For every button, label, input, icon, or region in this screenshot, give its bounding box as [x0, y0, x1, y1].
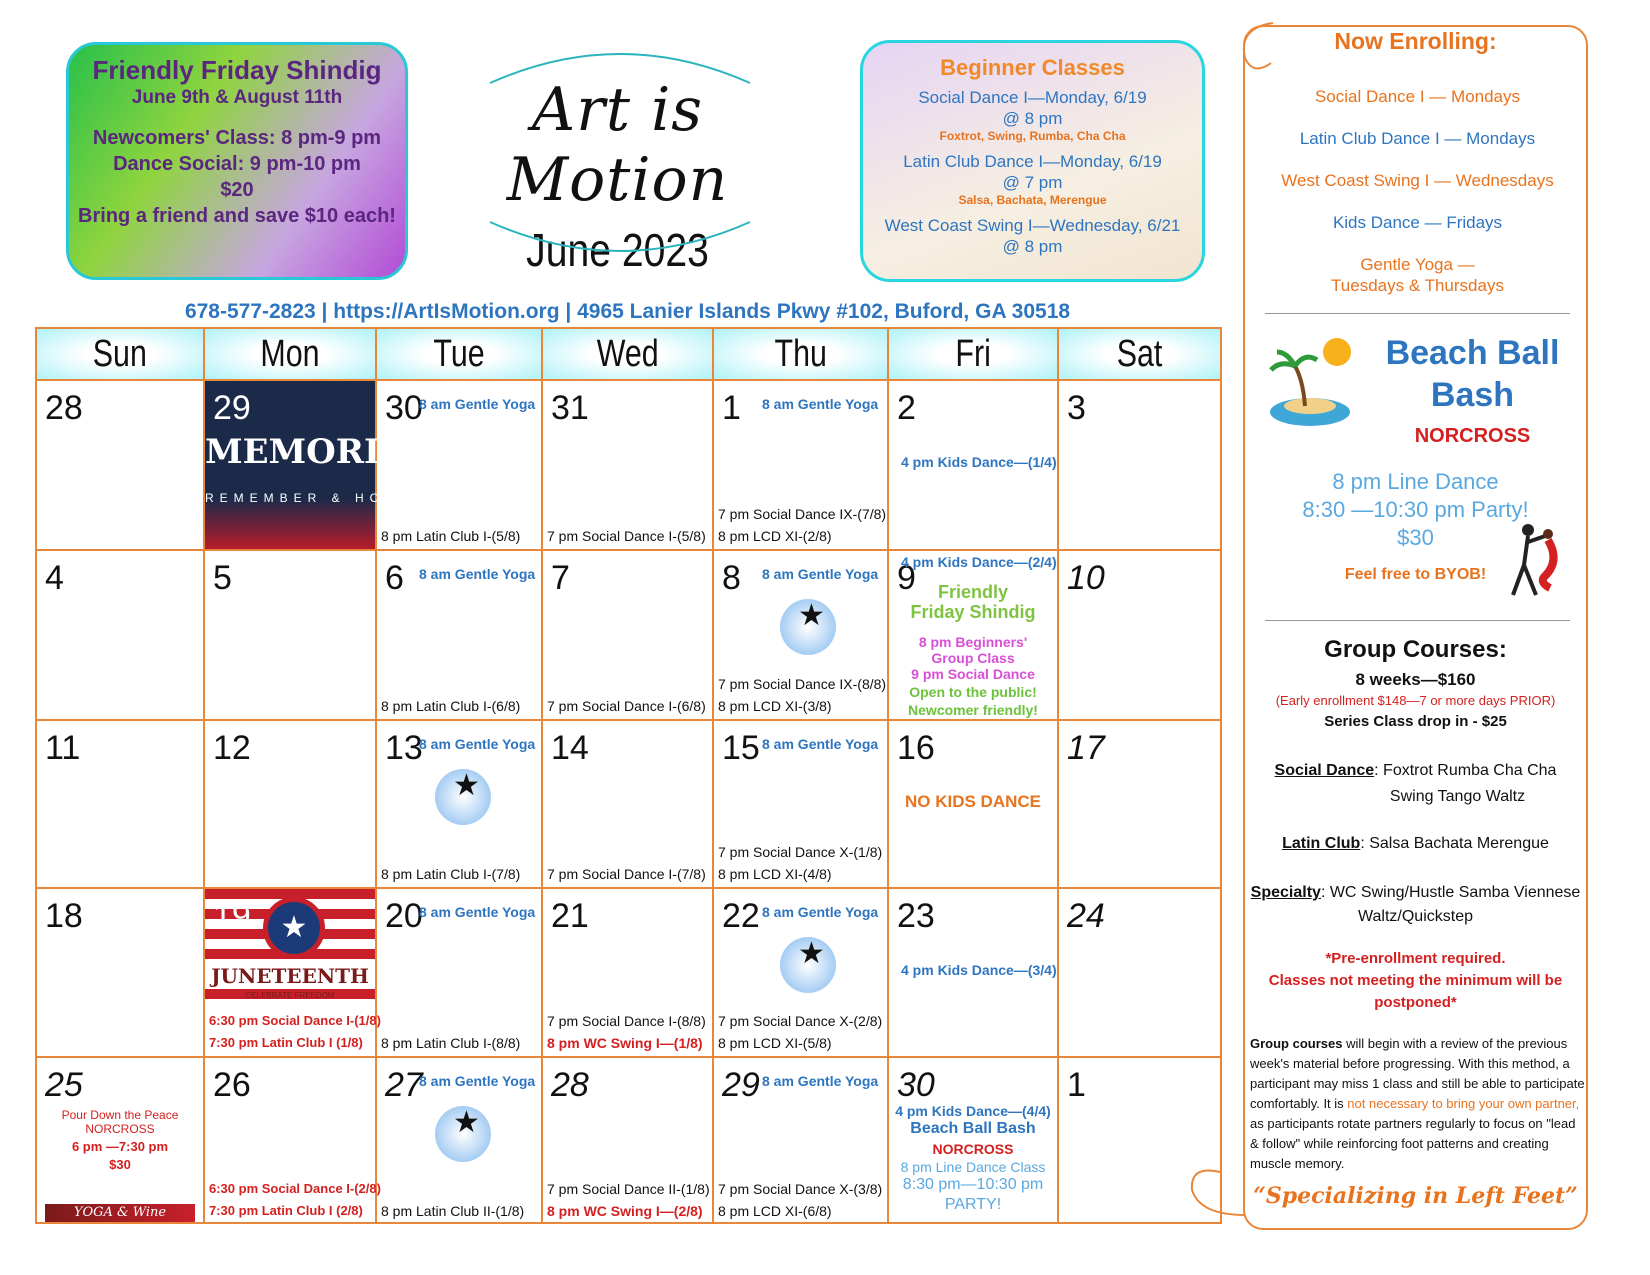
weekday-label: Tue: [433, 333, 485, 375]
beginner-class-3: West Coast Swing I—Wednesday, 6/21: [884, 216, 1181, 235]
description-part-b: as participants rotate partners regularly to focus on "lead & follow" while reinforcing foot patterns and creating muscle memory.: [1250, 1116, 1576, 1171]
day-number: 6: [385, 559, 404, 597]
day-cell[interactable]: [377, 549, 543, 719]
beginner-class-2: Latin Club Dance I—Monday, 6/19: [903, 152, 1162, 171]
enrolling-item: West Coast Swing I — Wednesdays: [1281, 171, 1554, 190]
calendar-month: June 2023: [526, 224, 709, 276]
event[interactable]: 6:30 pm Social Dance I-(1/8): [209, 1013, 381, 1028]
day-number: 3: [1067, 389, 1086, 427]
event[interactable]: 7 pm Social Dance I-(6/8): [547, 698, 706, 714]
social-dance-styles: Social Dance: Foxtrot Rumba Cha Cha: [1274, 762, 1557, 779]
event[interactable]: 7 pm Social Dance II-(1/8): [547, 1181, 710, 1197]
day-number: 1: [722, 389, 741, 427]
day-number: 4: [45, 559, 64, 597]
day-cell[interactable]: [714, 549, 889, 719]
bash-title-2: Bash: [1430, 376, 1515, 414]
divider: [1265, 313, 1570, 314]
day-cell[interactable]: [889, 379, 1059, 549]
enrolling-title: Now Enrolling:: [1334, 28, 1497, 54]
day-number: 14: [551, 729, 589, 767]
weekday-label: Sun: [92, 333, 148, 375]
event[interactable]: 7 pm Social Dance I-(8/8): [547, 1013, 706, 1029]
day-cell[interactable]: [205, 549, 377, 719]
event[interactable]: 4 pm Kids Dance—(1/4): [901, 454, 1057, 470]
slogan: “Specializing in Left Feet”: [1253, 1183, 1578, 1209]
yoga-wine-logo: YOGA & Wine: [45, 1204, 195, 1222]
event[interactable]: 8 pm LCD XI-(3/8): [718, 698, 832, 714]
latin-club-label: Latin Club: [1282, 835, 1361, 852]
juneteenth-title: JUNETEENTH: [205, 967, 375, 985]
beginner-class-3-time: @ 8 pm: [1002, 237, 1063, 256]
day-cell[interactable]: [714, 1056, 889, 1224]
day-cell[interactable]: [1059, 549, 1222, 719]
day-cell[interactable]: [889, 1056, 1059, 1224]
promo-social: Dance Social: 9 pm-10 pm: [113, 153, 361, 175]
group-price: 8 weeks—$160: [1355, 670, 1476, 689]
no-kids-dance-note: NO KIDS DANCE: [904, 792, 1041, 811]
day-cell[interactable]: [37, 379, 205, 549]
divider: [1265, 620, 1570, 621]
day-number: 9: [897, 559, 916, 597]
event[interactable]: 8 pm LCD XI-(4/8): [718, 866, 832, 882]
event[interactable]: 8 pm WC Swing I—(2/8): [547, 1203, 703, 1219]
day-cell[interactable]: [889, 549, 1059, 719]
bash-l5: 8:30 pm—10:30 pm: [902, 1176, 1044, 1193]
day-number: 28: [45, 389, 83, 427]
event[interactable]: 8 pm Latin Club I-(7/8): [381, 866, 521, 882]
event[interactable]: 7 pm Social Dance X-(3/8): [718, 1181, 883, 1197]
shindig-p3: 9 pm Social Dance: [911, 666, 1035, 682]
shindig-t2: Friday Shindig: [910, 602, 1036, 622]
day-number: 29: [213, 389, 251, 427]
day-number: 20: [385, 897, 423, 935]
juneteenth-subtitle: CELEBRATE FREEDOM: [245, 991, 335, 1000]
social-dance-label: Social Dance: [1274, 762, 1375, 779]
day-cell[interactable]: [543, 549, 714, 719]
event[interactable]: 8 pm Latin Club I-(5/8): [381, 528, 521, 544]
yoga-pose-icon: [435, 1106, 491, 1162]
yoga-figure-icon: ★: [798, 937, 825, 970]
beginner-classes-box: [860, 40, 1205, 282]
event[interactable]: 4 pm Kids Dance—(2/4): [901, 554, 1057, 570]
beginner-class-1: Social Dance I—Monday, 6/19: [918, 88, 1147, 107]
bash-l6: PARTY!: [944, 1196, 1002, 1213]
promo-dates: June 9th & August 11th: [131, 87, 343, 108]
beach-island-icon: [1265, 330, 1365, 430]
day-number: 30: [897, 1066, 935, 1104]
enrolling-item: Tuesdays & Thursdays: [1331, 276, 1504, 295]
event[interactable]: 6:30 pm Social Dance I-(2/8): [209, 1181, 381, 1196]
day-cell[interactable]: [377, 719, 543, 887]
specialty-styles: Specialty: WC Swing/Hustle Samba Viennese: [1250, 884, 1581, 901]
weekday-label: Thu: [774, 333, 827, 375]
promo-title: Friendly Friday Shindig: [92, 55, 382, 85]
weekday-header-sat: [1059, 329, 1222, 379]
day-cell[interactable]: [714, 379, 889, 549]
event[interactable]: 8 pm Latin Club II-(1/8): [381, 1203, 525, 1219]
weekday-header-thu: [714, 329, 889, 379]
logo-arc-top-icon: [480, 45, 760, 85]
day-number: 29: [722, 1066, 760, 1104]
description-bold: Group courses: [1250, 1036, 1343, 1051]
event[interactable]: 7 pm Social Dance X-(2/8): [718, 1013, 883, 1029]
event[interactable]: 8 pm Latin Club I-(6/8): [381, 698, 521, 714]
day-number: 22: [722, 897, 760, 935]
weekday-header-tue: [377, 329, 543, 379]
day-cell[interactable]: [377, 1056, 543, 1224]
bash-location: NORCROSS: [1414, 425, 1531, 447]
bash-title-1: Beach Ball: [1385, 334, 1560, 372]
shindig-p2: Group Class: [931, 650, 1015, 666]
event[interactable]: 7:30 pm Latin Club I (1/8): [209, 1035, 363, 1050]
calendar-grid: [35, 327, 1222, 1224]
yoga-pose-icon: [780, 937, 836, 993]
social-dance-list-1: Foxtrot Rumba Cha Cha: [1383, 762, 1557, 779]
day-number: 11: [45, 729, 81, 767]
day-number: 15: [722, 729, 760, 767]
logo-arc-bottom-icon: [480, 220, 760, 260]
event[interactable]: 7 pm Social Dance I-(5/8): [547, 528, 706, 544]
day-number: 2: [897, 389, 916, 427]
promo-price: $20: [220, 179, 254, 201]
yoga-figure-icon: ★: [453, 769, 480, 802]
bash-byob: Feel free to BYOB!: [1344, 566, 1487, 583]
shindig-g2: Newcomer friendly!: [908, 702, 1038, 718]
beginner-class-2-time: @ 7 pm: [1002, 173, 1063, 192]
pre-enrollment-3: postponed*: [1374, 994, 1457, 1011]
event[interactable]: 7:30 pm Latin Club I (2/8): [209, 1203, 363, 1218]
event[interactable]: 8 pm LCD XI-(5/8): [718, 1035, 832, 1051]
group-courses-title: Group Courses:: [1324, 636, 1507, 663]
day-cell[interactable]: [543, 719, 714, 887]
beginner-class-1-styles: Foxtrot, Swing, Rumba, Cha Cha: [939, 129, 1126, 143]
beginner-class-2-styles: Salsa, Bachata, Merengue: [958, 193, 1107, 207]
day-cell[interactable]: [37, 1056, 205, 1224]
weekday-label: Mon: [260, 333, 320, 375]
promo-newcomers: Newcomers' Class: 8 pm-9 pm: [92, 127, 382, 149]
yoga-pose-icon: [780, 599, 836, 655]
pour-l1: Pour Down the Peace: [61, 1108, 179, 1122]
event[interactable]: 8 am Gentle Yoga: [762, 736, 879, 752]
group-drop-in: Series Class drop in - $25: [1324, 713, 1507, 730]
weekday-header-wed: [543, 329, 714, 379]
day-cell[interactable]: [1059, 379, 1222, 549]
shindig-promo-box: [66, 42, 408, 280]
event[interactable]: 8 am Gentle Yoga: [419, 566, 536, 582]
day-cell[interactable]: [1059, 719, 1222, 887]
description-highlight: not necessary to bring your own partner,: [1347, 1096, 1580, 1111]
event[interactable]: 7 pm Social Dance IX-(8/8): [718, 676, 887, 692]
promo-friend: Bring a friend and save $10 each!: [78, 205, 396, 227]
pour-l4: $30: [109, 1157, 131, 1172]
weekday-label: Sat: [1116, 333, 1163, 375]
day-number: 5: [213, 559, 232, 597]
memorial-day-subtitle: REMEMBER & HONOR: [205, 491, 430, 505]
enrolling-item: Latin Club Dance I — Mondays: [1299, 129, 1536, 148]
yoga-figure-icon: ★: [798, 599, 825, 632]
dancing-couple-icon: [1498, 520, 1568, 600]
day-cell[interactable]: [1059, 887, 1222, 1056]
specialty-list-2: Waltz/Quickstep: [1358, 908, 1473, 925]
logo: [420, 45, 815, 276]
bash-l4: 8 pm Line Dance Class: [900, 1159, 1046, 1175]
day-cell[interactable]: [37, 719, 205, 887]
event[interactable]: 8 pm Latin Club I-(8/8): [381, 1035, 521, 1051]
day-cell[interactable]: [205, 887, 381, 1056]
bash-line-3: $30: [1397, 525, 1434, 550]
day-number: 1: [1067, 1066, 1086, 1104]
enrolling-item: Social Dance I — Mondays: [1314, 87, 1521, 106]
day-number: 24: [1067, 897, 1105, 935]
day-cell[interactable]: [543, 887, 714, 1056]
event[interactable]: 7 pm Social Dance X-(1/8): [718, 844, 883, 860]
pour-l3: 6 pm —7:30 pm: [71, 1139, 169, 1154]
day-cell[interactable]: [205, 719, 377, 887]
pre-enrollment-2: Classes not meeting the minimum will be: [1268, 972, 1563, 989]
day-number: 31: [551, 389, 589, 427]
day-number: 18: [45, 897, 83, 935]
bash-l2: Beach Ball Bash: [910, 1120, 1036, 1137]
day-number: 12: [213, 729, 251, 767]
shindig-p1: 8 pm Beginners': [918, 634, 1028, 650]
day-number: 10: [1067, 559, 1105, 597]
day-cell[interactable]: [377, 379, 543, 549]
day-number: 30: [385, 389, 423, 427]
event[interactable]: 4 pm Kids Dance—(3/4): [901, 962, 1057, 978]
contact-line[interactable]: 678-577-2823 | https://ArtIsMotion.org | 4965 Lanier Islands Pkwy #102, Buford, GA 30518: [184, 300, 1071, 323]
event[interactable]: 7 pm Social Dance IX-(7/8): [718, 506, 887, 522]
latin-club-styles: Latin Club: Salsa Bachata Merengue: [1282, 835, 1549, 852]
bash-line-2: 8:30 —10:30 pm Party!: [1302, 497, 1529, 522]
enrolling-item: Kids Dance — Fridays: [1332, 213, 1503, 232]
event[interactable]: 8 pm LCD XI-(6/8): [718, 1203, 832, 1219]
day-cell[interactable]: [37, 549, 205, 719]
day-number: 26: [213, 1066, 251, 1104]
latin-club-list: Salsa Bachata Merengue: [1369, 835, 1549, 852]
day-cell[interactable]: [889, 719, 1059, 887]
memorial-day-banner: MEMORIAL DAY: [205, 432, 521, 472]
event[interactable]: 8 pm WC Swing I—(1/8): [547, 1035, 703, 1051]
bash-l3: NORCROSS: [932, 1141, 1014, 1157]
day-number: 16: [897, 729, 935, 767]
event[interactable]: 8 am Gentle Yoga: [419, 1073, 536, 1089]
event[interactable]: 8 am Gentle Yoga: [419, 736, 536, 752]
shindig-g1: Open to the public!: [909, 684, 1037, 700]
day-cell[interactable]: [714, 719, 889, 887]
brand-name: Art is Motion: [506, 75, 729, 215]
day-number: 19: [213, 897, 251, 935]
day-cell[interactable]: [889, 887, 1059, 1056]
beginner-class-1-time: @ 8 pm: [1002, 109, 1063, 128]
description-part-a: will begin with a review of the previous week's material before progressing. With this method, a participant may miss 1 class and still be able to participate comfortably. It is: [1250, 1036, 1585, 1111]
weekday-header-fri: [889, 329, 1059, 379]
weekday-header-sun: [37, 329, 205, 379]
specialty-list-1: WC Swing/Hustle Samba Viennese: [1329, 884, 1581, 901]
weekday-label: Wed: [596, 333, 659, 375]
specialty-label: Specialty: [1250, 884, 1321, 901]
juneteenth-star-icon: ★: [263, 897, 325, 959]
group-course-description: [1250, 1034, 1585, 1174]
day-number: 23: [897, 897, 935, 935]
day-cell[interactable]: [377, 887, 543, 1056]
pre-enrollment-1: *Pre-enrollment required.: [1325, 950, 1506, 967]
event[interactable]: 8 am Gentle Yoga: [419, 396, 536, 412]
day-number: 8: [722, 559, 741, 597]
day-number: 17: [1067, 729, 1105, 767]
shindig-t1: Friendly: [937, 582, 1008, 602]
weekday-header-mon: [205, 329, 377, 379]
event[interactable]: 8 am Gentle Yoga: [762, 1073, 879, 1089]
day-number: 21: [551, 897, 589, 935]
day-number: 28: [551, 1066, 589, 1104]
yoga-pose-icon: [435, 769, 491, 825]
event[interactable]: 8 am Gentle Yoga: [419, 904, 536, 920]
day-cell[interactable]: [37, 887, 205, 1056]
pour-l2: NORCROSS: [85, 1122, 155, 1136]
day-number: 7: [551, 559, 570, 597]
day-number: 13: [385, 729, 423, 767]
event[interactable]: 7 pm Social Dance I-(7/8): [547, 866, 706, 882]
yoga-figure-icon: ★: [453, 1106, 480, 1139]
day-number: 27: [385, 1066, 423, 1104]
day-cell[interactable]: [205, 1056, 381, 1224]
day-cell[interactable]: [543, 1056, 714, 1224]
day-cell[interactable]: [714, 887, 889, 1056]
day-cell[interactable]: [543, 379, 714, 549]
event[interactable]: 8 am Gentle Yoga: [762, 904, 879, 920]
scroll-curl-bottom-icon: [1180, 1160, 1250, 1220]
beginner-heading: Beginner Classes: [940, 55, 1125, 80]
group-early-enrollment: (Early enrollment $148—7 or more days PRIOR): [1275, 693, 1556, 708]
day-number: 25: [45, 1066, 83, 1104]
event[interactable]: 8 am Gentle Yoga: [762, 566, 879, 582]
bash-l1: 4 pm Kids Dance—(4/4): [895, 1103, 1051, 1119]
social-dance-list-2: Swing Tango Waltz: [1389, 788, 1526, 805]
bash-line-1: 8 pm Line Dance: [1332, 469, 1499, 494]
weekday-label: Fri: [955, 333, 991, 375]
enrolling-item: Gentle Yoga —: [1360, 255, 1475, 274]
event[interactable]: 8 am Gentle Yoga: [762, 396, 879, 412]
event[interactable]: 8 pm LCD XI-(2/8): [718, 528, 832, 544]
